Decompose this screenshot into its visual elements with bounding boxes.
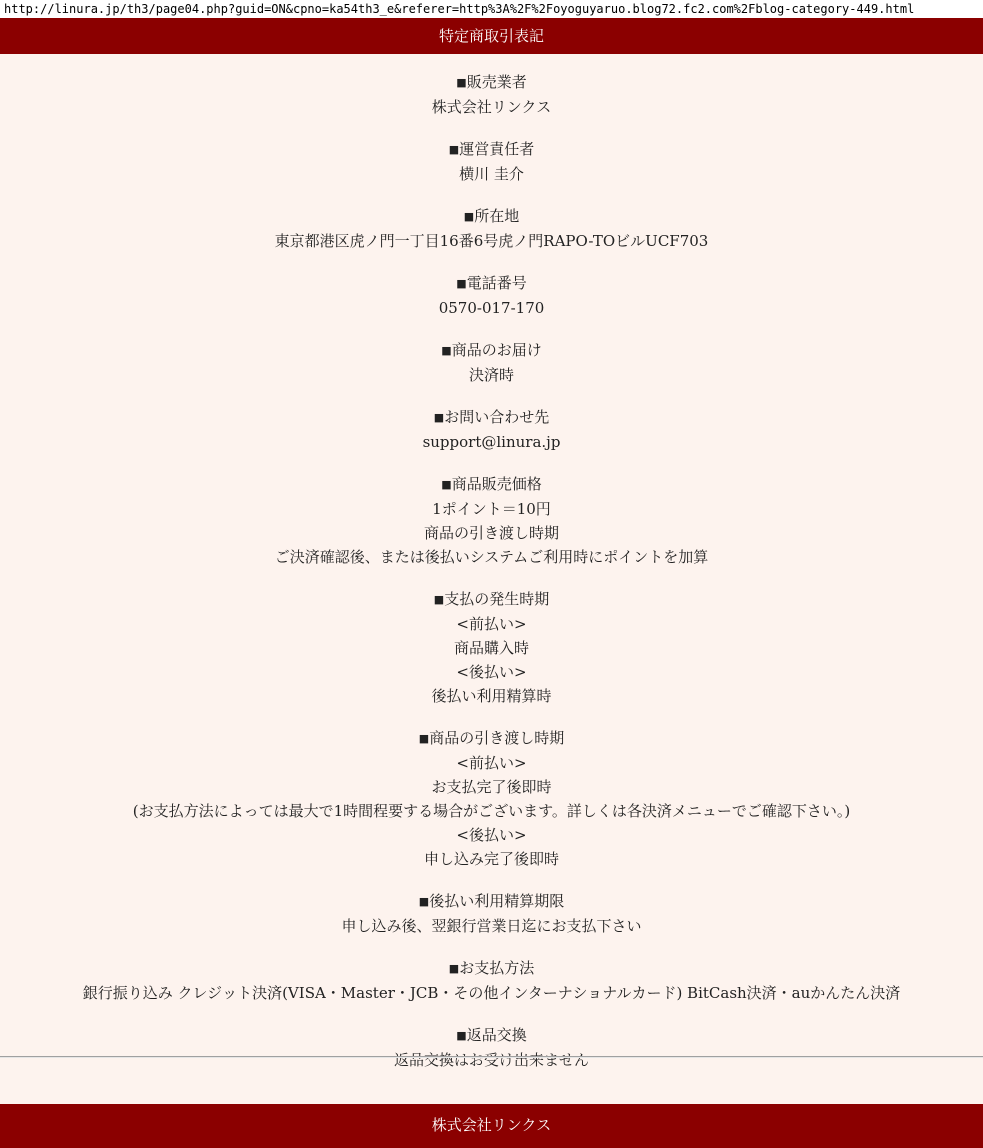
section-heading	[0, 271, 983, 296]
bullet-square-icon: ■	[456, 76, 467, 89]
section-line: <後払い>	[456, 826, 527, 844]
bullet-square-icon: ■	[448, 143, 460, 156]
page-footer	[0, 1104, 983, 1148]
section-heading-text: 返品交換	[466, 1026, 527, 1044]
section-heading-text: 商品の引き渡し時期	[429, 729, 565, 747]
legal-notice-content	[0, 70, 983, 1090]
info-section	[0, 889, 983, 938]
section-line: 株式会社リンクス	[431, 98, 552, 116]
section-heading	[0, 956, 983, 981]
bullet-square-icon: ■	[418, 895, 430, 908]
section-heading	[0, 472, 983, 497]
section-heading	[0, 338, 983, 363]
bullet-square-icon: ■	[456, 1029, 467, 1042]
bullet-square-icon: ■	[448, 962, 460, 975]
section-heading-text: 所在地	[474, 207, 520, 225]
section-heading	[0, 204, 983, 229]
section-line: 商品購入時	[453, 639, 529, 657]
section-heading-text: お問い合わせ先	[444, 408, 550, 426]
section-heading-text: 運営責任者	[459, 140, 535, 158]
section-heading	[0, 587, 983, 612]
section-heading-text: 後払い利用精算期限	[429, 892, 565, 910]
section-heading-text: 商品のお届け	[451, 341, 542, 359]
bullet-square-icon: ■	[433, 593, 445, 606]
section-line: 横川 圭介	[459, 165, 524, 183]
section-line: 申し込み完了後即時	[423, 850, 559, 868]
divider	[0, 1056, 983, 1058]
info-section	[0, 726, 983, 871]
bullet-square-icon: ■	[418, 732, 430, 745]
footer-company-name: 株式会社リンクス	[431, 1116, 552, 1134]
info-section	[0, 587, 983, 708]
info-section	[0, 472, 983, 569]
info-section	[0, 204, 983, 253]
section-heading	[0, 889, 983, 914]
section-heading-text: 商品販売価格	[451, 475, 542, 493]
section-heading-text: 支払の発生時期	[444, 590, 550, 608]
section-line: 決済時	[468, 366, 514, 384]
section-heading	[0, 726, 983, 751]
info-section	[0, 1023, 983, 1072]
page-header	[0, 18, 983, 54]
section-line: 申し込み後、翌銀行営業日迄にお支払下さい	[341, 917, 642, 935]
bullet-square-icon: ■	[456, 277, 467, 290]
bullet-square-icon: ■	[441, 344, 452, 357]
section-line: 1ポイント＝10円	[432, 500, 551, 518]
info-section	[0, 338, 983, 387]
section-heading	[0, 1023, 983, 1048]
section-line: <後払い>	[456, 663, 527, 681]
section-line: 後払い利用精算時	[431, 687, 552, 705]
page-title: 特定商取引表記	[438, 27, 544, 45]
section-line: (お支払方法によっては最大で1時間程要する場合がございます。詳しくは各決済メニューでご確認下さい。)	[132, 802, 851, 820]
section-heading	[0, 137, 983, 162]
info-section	[0, 405, 983, 454]
section-line: 0570-017-170	[438, 299, 545, 317]
info-section	[0, 956, 983, 1005]
contact-email: support@linura.jp	[422, 433, 561, 451]
section-heading-text: 電話番号	[466, 274, 527, 292]
bullet-square-icon: ■	[463, 210, 475, 223]
address-bar[interactable]: http://linura.jp/th3/page04.php?guid=ON&cpno=ka54th3_e&referer=http%3A%2F%2Foyoguyaruo.blog72.fc2.com%2Fblog-category-449.html	[0, 0, 983, 18]
section-line: お支払完了後即時	[431, 778, 552, 796]
section-line: 商品の引き渡し時期	[423, 524, 559, 542]
section-line: <前払い>	[456, 754, 527, 772]
section-line: 返品交換はお受け出来ません	[393, 1051, 589, 1069]
bullet-square-icon: ■	[433, 411, 445, 424]
info-section	[0, 70, 983, 119]
info-section	[0, 137, 983, 186]
section-line: 東京都港区虎ノ門一丁目16番6号虎ノ門RAPO-TOビルUCF703	[274, 232, 709, 250]
section-heading-text: 販売業者	[466, 73, 527, 91]
section-line: <前払い>	[456, 615, 527, 633]
section-heading	[0, 70, 983, 95]
section-line: ご決済確認後、または後払いシステムご利用時にポイントを加算	[274, 548, 709, 566]
bullet-square-icon: ■	[441, 478, 452, 491]
section-line: 銀行振り込み クレジット決済(VISA・Master・JCB・その他インターナショナルカード) BitCash決済・auかんたん決済	[82, 984, 901, 1002]
info-section	[0, 271, 983, 320]
section-heading	[0, 405, 983, 430]
section-heading-text: お支払方法	[459, 959, 535, 977]
